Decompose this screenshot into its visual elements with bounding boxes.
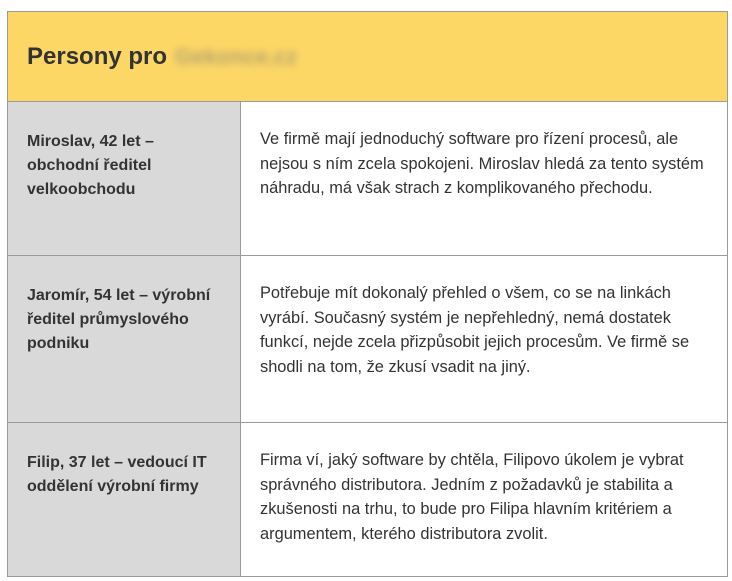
persona-row [8, 256, 727, 423]
blurred-company-name: Gekonce.cz [175, 43, 298, 69]
persona-row [8, 423, 727, 576]
persona-description: Potřebuje mít dokonalý přehled o všem, co se na linkách vyrábí. Současný systém je nepřehledný, nemá dostatek funkcí, nejde zcela přizpůsobit jejich procesům. Ve firmě se shodli na tom, že zkusí vsadit na jiný. [260, 284, 690, 376]
table-header [8, 12, 727, 102]
persona-row [8, 102, 727, 256]
persona-description: Ve firmě mají jednoduchý software pro řízení procesů, ale nejsou s ním zcela spokojeni. Miroslav hledá za tento systém náhradu, má však strach z komplikovaného přechodu. [260, 130, 704, 197]
persona-table [7, 11, 728, 577]
table-title [27, 43, 297, 71]
persona-description: Firma ví, jaký software by chtěla, Filipovo úkolem je vybrat správného distributora. Jedním z požadavků je stabilita a zkušenosti na trhu, to bude pro Filipa hlavním kritériem a argumentem, kterého distributora zvolit. [260, 451, 684, 543]
persona-name: Jaromír, 54 let – výrobní ředitel průmyslového podniku [8, 256, 241, 422]
persona-name: Miroslav, 42 let – obchodní ředitel velkoobchodu [8, 102, 241, 255]
persona-name: Filip, 37 let – vedoucí IT oddělení výrobní firmy [8, 423, 241, 576]
table-title-text: Persony pro [27, 42, 168, 70]
